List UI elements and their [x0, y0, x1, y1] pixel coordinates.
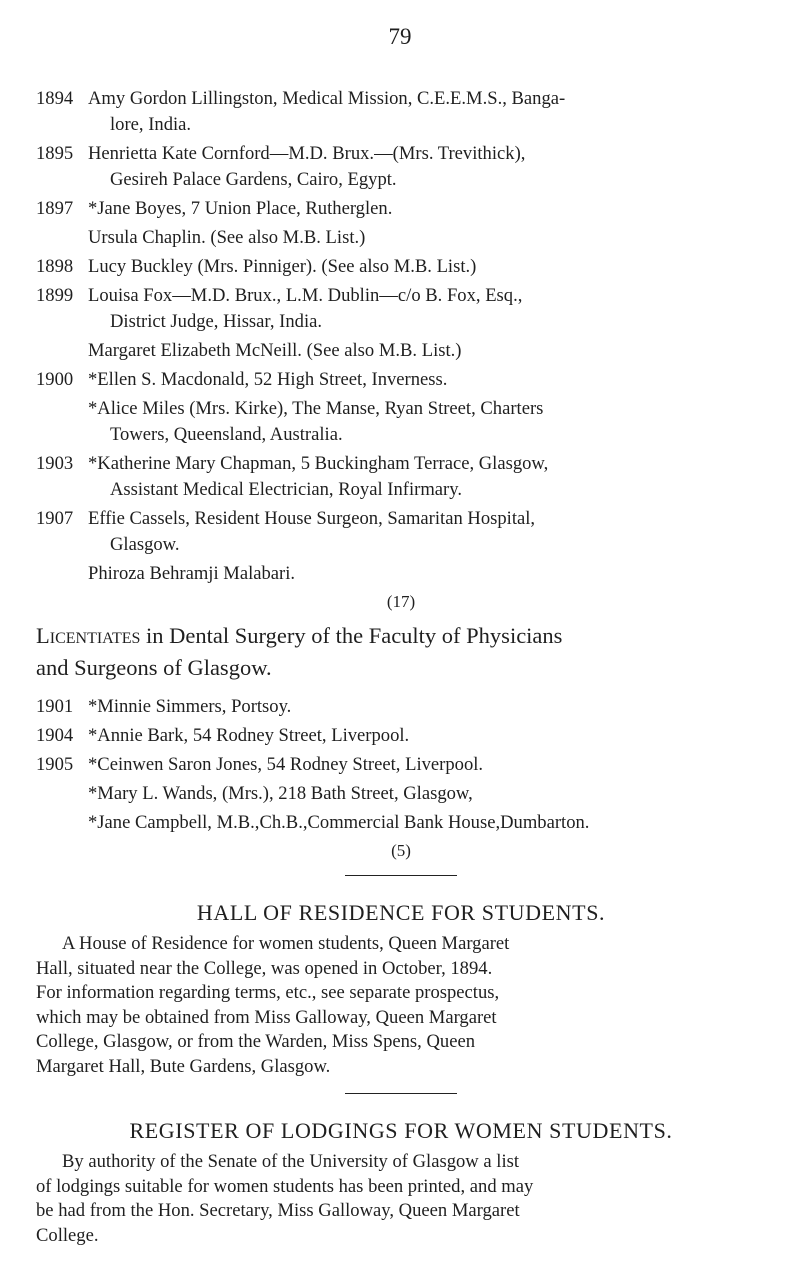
entry-line: *Ceinwen Saron Jones, 54 Rodney Street, Liverpool.: [88, 754, 484, 775]
entry-line: *Annie Bark, 54 Rodney Street, Liverpool.: [88, 725, 410, 746]
paragraph-line: A House of Residence for women students, Queen Margaret: [62, 933, 510, 954]
section-title-rest: in Dental Surgery of the Faculty of Physicians: [140, 623, 563, 648]
entry-line: Margaret Elizabeth McNeill. (See also M.B. List.): [88, 340, 462, 361]
list-item: [36, 781, 766, 807]
entry-text: [88, 283, 766, 335]
entry-line: Phiroza Behramji Malabari.: [88, 563, 296, 584]
list-item: [36, 506, 766, 558]
entry-count-a: (17): [386, 592, 416, 611]
entry-year: 1900: [36, 369, 74, 390]
entry-text: [88, 225, 766, 251]
list-item: [36, 196, 766, 222]
entry-text: [88, 506, 766, 558]
entry-text: [88, 338, 766, 364]
entry-year: 1895: [36, 143, 74, 164]
entry-text: [88, 86, 766, 138]
hall-heading: HALL OF RESIDENCE FOR STUDENTS.: [196, 900, 606, 925]
entry-line: *Jane Campbell, M.B.,Ch.B.,Commercial Bank House,Dumbarton.: [88, 812, 590, 833]
entry-text: [88, 451, 766, 503]
hall-paragraph: [36, 932, 766, 1079]
list-item: [36, 254, 766, 280]
entry-year: [36, 396, 88, 448]
list-item: [36, 225, 766, 251]
paragraph-line: Hall, situated near the College, was opened in October, 1894.: [36, 957, 493, 979]
entry-year: 1898: [36, 256, 74, 277]
list-item: [36, 141, 766, 193]
entry-line: Lucy Buckley (Mrs. Pinniger). (See also M.B. List.): [88, 256, 477, 277]
entry-year: [36, 810, 88, 836]
entry-text: [88, 367, 766, 393]
entry-text: [88, 196, 766, 222]
entry-year: 1894: [36, 88, 74, 109]
entry-text: [88, 723, 766, 749]
entry-text: [88, 694, 766, 720]
entry-text: [88, 396, 766, 448]
page-content: [36, 86, 766, 1248]
entry-text: [88, 561, 766, 587]
list-item: [36, 561, 766, 587]
section-title-line2: and Surgeons of Glasgow.: [36, 655, 272, 680]
entry-year: 1897: [36, 198, 74, 219]
lodgings-heading: REGISTER OF LODGINGS FOR WOMEN STUDENTS.: [129, 1118, 673, 1143]
list-item: [36, 723, 766, 749]
paragraph-line: By authority of the Senate of the University of Glasgow a list: [62, 1151, 520, 1172]
entry-line: Ursula Chaplin. (See also M.B. List.): [88, 227, 366, 248]
entry-line: District Judge, Hissar, India.: [110, 311, 323, 332]
entry-line: Amy Gordon Lillingston, Medical Mission, C.E.E.M.S., Banga-: [88, 88, 566, 109]
entry-year: 1907: [36, 508, 74, 529]
entry-line: *Katherine Mary Chapman, 5 Buckingham Terrace, Glasgow,: [88, 453, 549, 474]
licentiate-list-a: [36, 86, 766, 587]
entry-text: [88, 781, 766, 807]
list-item: [36, 86, 766, 138]
list-item: [36, 451, 766, 503]
lodgings-paragraph: [36, 1150, 766, 1248]
entry-line: Louisa Fox—M.D. Brux., L.M. Dublin—c/o B. Fox, Esq.,: [88, 285, 523, 306]
paragraph-line: College, Glasgow, or from the Warden, Miss Spens, Queen: [36, 1031, 475, 1052]
entry-line: *Alice Miles (Mrs. Kirke), The Manse, Ryan Street, Charters: [88, 398, 544, 419]
entry-year: [36, 225, 88, 251]
paragraph-line: College.: [36, 1224, 99, 1246]
list-item: [36, 752, 766, 778]
entry-line: *Jane Boyes, 7 Union Place, Rutherglen.: [88, 198, 393, 219]
entry-line: Gesireh Palace Gardens, Cairo, Egypt.: [110, 169, 397, 190]
entry-line: *Ellen S. Macdonald, 52 High Street, Inverness.: [88, 369, 448, 390]
entry-line: Effie Cassels, Resident House Surgeon, Samaritan Hospital,: [88, 508, 536, 529]
entry-line: Henrietta Kate Cornford—M.D. Brux.—(Mrs. Trevithick),: [88, 143, 526, 164]
entry-line: Assistant Medical Electrician, Royal Infirmary.: [110, 479, 462, 500]
entry-year: [36, 781, 88, 807]
entry-year: [36, 561, 88, 587]
paragraph-line: be had from the Hon. Secretary, Miss Galloway, Queen Margaret: [36, 1200, 520, 1221]
divider-rule: [345, 875, 457, 876]
entry-count-b: (5): [391, 841, 411, 860]
list-item: [36, 283, 766, 335]
list-item: [36, 694, 766, 720]
entry-text: [88, 254, 766, 280]
entry-year: 1899: [36, 285, 74, 306]
entry-year: 1905: [36, 754, 74, 775]
section-title-smallcaps: Licentiates: [36, 623, 141, 648]
entry-text: [88, 752, 766, 778]
entry-line: Towers, Queensland, Australia.: [110, 424, 343, 445]
paragraph-line: of lodgings suitable for women students has been printed, and may: [36, 1175, 534, 1197]
entry-year: 1901: [36, 696, 74, 717]
entry-line: *Minnie Simmers, Portsoy.: [88, 696, 292, 717]
page-number: 79: [388, 24, 412, 49]
entry-year: 1904: [36, 725, 74, 746]
entry-year: [36, 338, 88, 364]
entry-year: 1903: [36, 453, 74, 474]
section-title-dental: [36, 620, 766, 684]
entry-text: [88, 141, 766, 193]
entry-text: [88, 810, 766, 836]
entry-line: *Mary L. Wands, (Mrs.), 218 Bath Street, Glasgow,: [88, 783, 473, 804]
entry-line: Glasgow.: [110, 534, 180, 555]
paragraph-line: For information regarding terms, etc., see separate prospectus,: [36, 982, 500, 1003]
paragraph-line: which may be obtained from Miss Galloway, Queen Margaret: [36, 1006, 497, 1028]
entry-line: lore, India.: [110, 114, 192, 135]
divider-rule: [345, 1093, 457, 1094]
list-item: [36, 367, 766, 393]
list-item: [36, 810, 766, 836]
list-item: [36, 338, 766, 364]
paragraph-line: Margaret Hall, Bute Gardens, Glasgow.: [36, 1055, 331, 1077]
list-item: [36, 396, 766, 448]
dental-licentiate-list: [36, 694, 766, 836]
